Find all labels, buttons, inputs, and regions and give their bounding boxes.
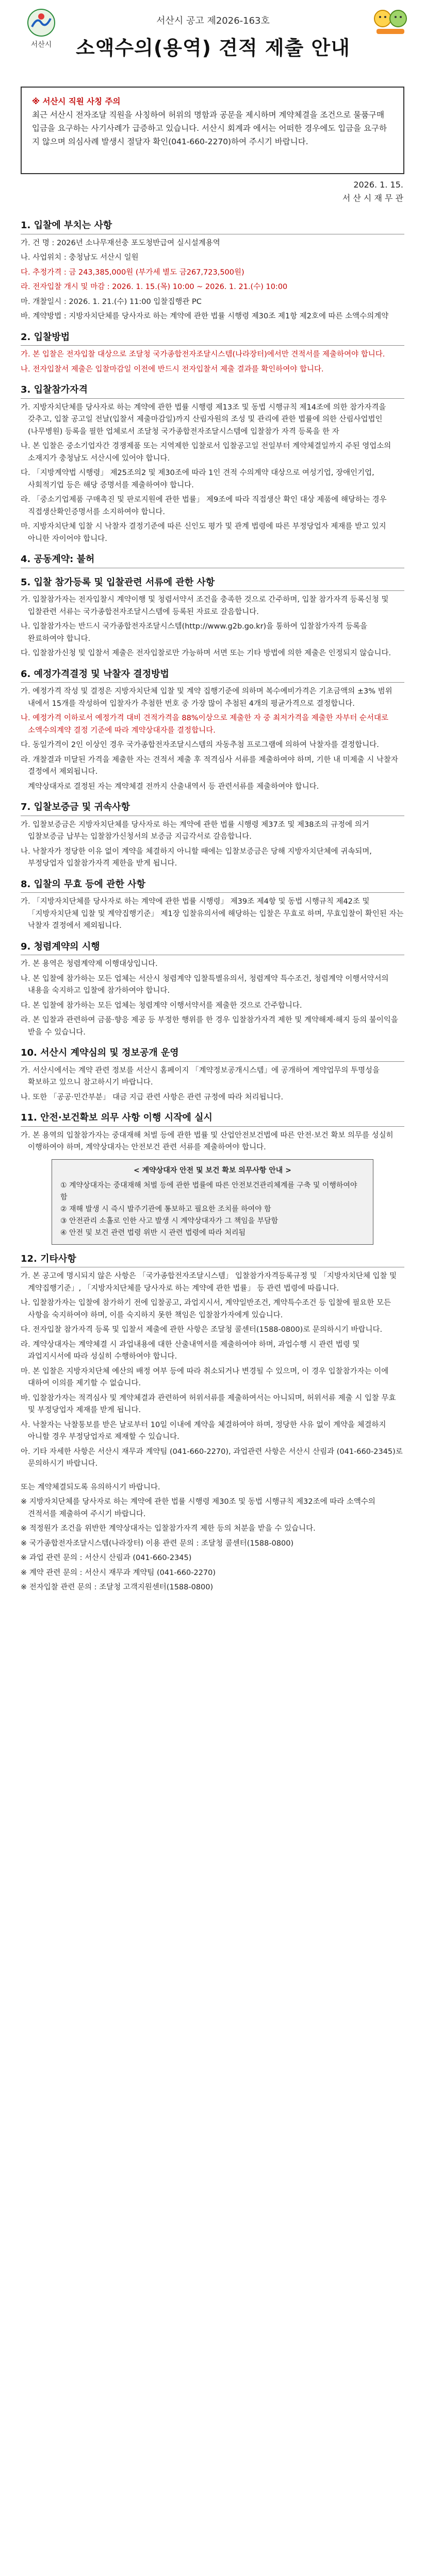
safety-notice-line: ① 계약상대자는 중대재해 처벌 등에 관한 법률에 따른 안전보건관리체계를 구축 및 이행하여야 함: [60, 1181, 357, 1201]
warning-text: 최근 서산시 전자조달 직원을 사칭하여 허위의 명함과 공문을 제시하며 계약체결을 조건으로 물품구매 입금을 요구하는 사기사례가 급증하고 있습니다. 서산시 회계과 에서는 어떠한 경우에도 입금을 요구하지 않으며 의심사례 발생시 절달자 확인(041-660-2270)하여 주시기 바랍니다.: [32, 110, 387, 146]
section-heading: 3. 입찰참가자격: [21, 384, 404, 399]
section-item: 다. 「지방계약법 시행령」 제25조의2 및 제30조에 따라 1인 견적 수의계약 대상으로 여성기업, 장애인기업, 사회적기업 등은 해당 증명서를 제출하여야 합니다.: [21, 469, 374, 489]
section-heading: 5. 입찰 참가등록 및 입찰관련 서류에 관한 사항: [21, 577, 404, 591]
section-heading: 4. 공동계약: 불허: [21, 553, 404, 568]
section-item: 가. 예정가격 작성 및 결정은 지방자치단체 입찰 및 계약 집행기준에 의하며 복수예비가격은 기초금액의 ±3% 범위 내에서 15개를 작성하여 입찰자가 추첨한 번호 중 가장 많이 추첨된 4개의 평균가격으로 결정합니다.: [21, 687, 392, 708]
section-item: 나. 사업위치 : 충청남도 서산시 일원: [21, 253, 139, 262]
section-item: 나. 전자입찰서 제출은 입찰마감일 이전에 반드시 전자입찰서 제출 결과를 확인하여야 합니다.: [21, 365, 324, 374]
section-item: 가. 본 입찰은 전자입찰 대상으로 조달청 국가종합전자조달시스템(나라장터)에서만 견적서를 제출하여야 합니다.: [21, 350, 385, 359]
notice-number: 서산시 공고 제2026-163호: [156, 15, 270, 26]
section-heading: 10. 서산시 계약심의 및 정보공개 운영: [21, 1047, 404, 1062]
safety-notice-title: < 계약상대자 안전 및 보건 확보 의무사항 안내 >: [134, 1166, 291, 1175]
section-item: 나. 본 입찰에 참가하는 모든 업체는 서산시 청렴계약 입찰특별유의서, 청렴계약 특수조건, 청렴계약 이행서약서의 내용을 숙지하고 입찰에 참가하여야 합니다.: [21, 974, 389, 995]
section-item: 가. 「지방자치단체를 당사자로 하는 계약에 관한 법률 시행령」 제39조 제4항 및 동법 시행규칙 제42조 및 「지방자치단체 입찰 및 계약집행기준」 제1장 입찰유의서에 해당하는 입찰은 무효로 하며, 무효입찰이 확인된 자는 낙찰자 결정에서 제외됩니다.: [21, 897, 404, 930]
section-heading: 12. 기타사항: [21, 1253, 404, 1268]
section-item: 나. 입찰참가자는 입찰에 참가하기 전에 입찰공고, 과업지시서, 계약일반조건, 계약특수조건 등 입찰에 필요한 모든 사항을 숙지하여야 하며, 이를 숙지하지 못한 책임은 입찰참가자에게 있습니다.: [21, 1299, 391, 1319]
section-item: 가. 입찰참가자는 전자입찰시 계약이행 및 청렴서약서 조건을 충족한 것으로 간주하며, 입찰 참가자격 등록신청 및 입찰관련 서류는 국가종합전자조달시스템에 등록된 자료로 갈음합니다.: [21, 596, 389, 616]
section-6: [21, 668, 404, 793]
closing-line: ※ 계약 관련 문의 : 서산시 재무과 계약팀 (041-660-2270): [21, 1568, 216, 1577]
closing-line: ※ 과업 관련 문의 : 서산시 산림과 (041-660-2345): [21, 1554, 192, 1562]
section-item: 가. 본 용역은 청렴계약제 이행대상입니다.: [21, 960, 158, 968]
warning-box: [21, 87, 404, 174]
section-2: [21, 331, 404, 376]
section-item: 바. 입찰참가자는 적격심사 및 계약체결과 관련하여 허위서류를 제출하여서는 아니되며, 허위서류 제출 시 입찰 무효 및 부정당업자 제재를 받게 됩니다.: [21, 1394, 396, 1414]
section-item: 라. 개찰결과 미달된 가격을 제출한 자는 견적서 제출 후 적격심사 서류를 제출하여야 하며, 기한 내 미제출 시 낙찰자 결정에서 제외됩니다.: [21, 755, 398, 776]
signer: 서 산 시 재 무 관: [342, 193, 403, 203]
section-item: 라. 「중소기업제품 구매촉진 및 판로지원에 관한 법률」 제9조에 따라 직접생산 확인 대상 제품에 해당하는 경우 직접생산확인증명서를 소지하여야 합니다.: [21, 496, 387, 516]
section-item: 마. 본 입찰은 지방자치단체 예산의 배정 여부 등에 따라 취소되거나 변경될 수 있으며, 이 경우 입찰참가자는 이에 대하여 이의를 제기할 수 없습니다.: [21, 1367, 389, 1387]
safety-notice-line: ③ 안전관리 소홀로 인한 사고 발생 시 계약상대자가 그 책임을 부담함: [60, 1216, 278, 1225]
section-10: [21, 1047, 404, 1104]
section-item: 다. 본 입찰에 참가하는 모든 업체는 청렴계약 이행서약서를 제출한 것으로 간주합니다.: [21, 1001, 302, 1010]
closing-line: ※ 국가종합전자조달시스템(나라장터) 이용 관련 문의 : 조달청 콜센터(1588-0800): [21, 1539, 294, 1548]
section-heading: 9. 청렴계약의 시행: [21, 941, 404, 956]
safety-notice-line: ④ 안전 및 보건 관련 법령 위반 시 관련 법령에 따라 처리됨: [60, 1228, 246, 1237]
section-1: [21, 219, 404, 323]
section-item: 다. 추정가격 : 금 243,385,000원 (부가세 별도 금267,723,500원): [21, 268, 244, 277]
section-heading: 7. 입찰보증금 및 귀속사항: [21, 801, 404, 816]
section-item: 다. 전자입찰 참가자격 등록 및 입찰서 제출에 관한 사항은 조달청 콜센터(1588-0800)로 문의하시기 바랍니다.: [21, 1326, 383, 1334]
section-item: 아. 기타 자세한 사항은 서산시 재무과 계약팀 (041-660-2270), 과업관련 사항은 서산시 산림과 (041-660-2345)로 문의하시기 바랍니다.: [21, 1447, 403, 1468]
page-title: 소액수의(용역) 견적 제출 안내: [76, 37, 350, 59]
logo-text: 서산시: [30, 41, 52, 49]
section-item: 다. 동일가격이 2인 이상인 경우 국가종합전자조달시스템의 자동추첨 프로그램에 의하여 낙찰자를 결정합니다.: [21, 741, 379, 749]
section-4: [21, 553, 404, 568]
section-item: 마. 지방자치단체 입찰 시 낙찰자 결정기준에 따른 신인도 평가 및 관계 법령에 따른 부정당업자 제재를 받고 있지 아니한 자이어야 합니다.: [21, 522, 386, 543]
section-heading: 11. 안전·보건확보 의무 사항 이행 시작에 실시: [21, 1112, 404, 1127]
section-item: 바. 계약방법 : 지방자치단체를 당사자로 하는 계약에 관한 법률 시행령 제30조 제1항 제2호에 따른 소액수의계약: [21, 312, 389, 320]
section-item: 마. 개찰일시 : 2026. 1. 21.(수) 11:00 입찰집행관 PC: [21, 297, 202, 306]
closing-line: ※ 전자입찰 관련 문의 : 조달청 고객지원센터(1588-0800): [21, 1583, 214, 1591]
section-item: 사. 낙찰자는 낙찰통보를 받은 날로부터 10일 이내에 계약을 체결하여야 하며, 정당한 사유 없이 계약을 체결하지 아니할 경우 부정당업자로 제재할 수 있습니다.: [21, 1420, 386, 1441]
section-item: 나. 낙찰자가 정당한 이유 없이 계약을 체결하지 아니할 때에는 입찰보증금은 당해 지방자치단체에 귀속되며, 부정당업자 입찰참가자격 제한을 받게 됩니다.: [21, 847, 372, 868]
section-item: 다. 입찰참가신청 및 입찰서 제출은 전자입찰로만 가능하며 서면 또는 기타 방법에 의한 제출은 인정되지 않습니다.: [21, 649, 391, 657]
section-item: 가. 본 용역의 입찰참가자는 중대재해 처벌 등에 관한 법률 및 산업안전보건법에 따른 안전·보건 확보 의무를 성실히 이행하여야 하며, 계약상대자는 안전보건 관련 서류를 제출하여야 합니다.: [21, 1131, 394, 1151]
section-item: 나. 예정가격 이하로서 예정가격 대비 견적가격을 88%이상으로 제출한 자 중 최저가격을 제출한 자부터 순서대로 소액수의계약 결정 기준에 따라 계약상대자를 결정합니다.: [21, 714, 389, 735]
section-heading: 2. 입찰방법: [21, 331, 404, 346]
section-item: 가. 서산시에서는 계약 관련 정보를 서산시 홈페이지 「계약정보공개시스템」에 공개하여 계약업무의 투명성을 확보하고 있으니 참고하시기 바랍니다.: [21, 1066, 380, 1087]
section-11: [21, 1112, 404, 1245]
section-5: [21, 577, 404, 660]
notice-date: 2026. 1. 15.: [353, 180, 403, 190]
section-item: 가. 지방자치단체를 당사자로 하는 계약에 관한 법률 시행령 제13조 및 동법 시행규칙 제14조에 의한 참가자격을 갖추고, 입찰 공고일 전날(입찰서 제출마감일)까지 산림자원의 조성 및 관리에 관한 법률에 의한 산림사업법인(나무병원) 등록을 필한 업체로서 조달청 국가종합전자조달시스템에 입찰참가 자격 등록을 한 자: [21, 403, 386, 436]
date-signer: [342, 178, 403, 205]
closing-line: ※ 적정원가 조건을 위반한 계약상대자는 입찰참가자격 제한 등의 처분을 받을 수 있습니다.: [21, 1524, 316, 1533]
section-item: 라. 본 입찰과 관련하여 금품·향응 제공 등 부정한 행위를 한 경우 입찰참가자격 제한 및 계약해제·해지 등의 불이익을 받을 수 있습니다.: [21, 1016, 398, 1037]
section-item: 나. 또한 「공공·민간부분」 대금 지급 관련 사항은 관련 규정에 따라 처리됩니다.: [21, 1093, 284, 1101]
section-3: [21, 384, 404, 545]
section-note: 계약상대자로 결정된 자는 계약체결 전까지 산출내역서 등 관련서류를 제출하여야 합니다.: [28, 782, 319, 791]
notice-header: [0, 0, 426, 77]
section-item: 가. 본 공고에 명시되지 않은 사항은 「국가종합전자조달시스템」 입찰참가자격등록규정 및 「지방자치단체 입찰 및 계약집행기준」, 「지방자치단체를 당사자로 하는 계약에 관한 법률」 등 관련 법령에 따릅니다.: [21, 1272, 397, 1293]
section-item: 가. 입찰보증금은 지방자치단체를 당사자로 하는 계약에 관한 법률 시행령 제37조 및 제38조의 규정에 의거 입찰보증금 납부는 입찰참가신청서의 보증금 지급각서로 갈음합니다.: [21, 820, 369, 841]
closing-notes: [21, 1482, 404, 1594]
section-heading: 1. 입찰에 부치는 사항: [21, 219, 404, 234]
warning-heading: ※ 서산시 직원 사칭 주의: [32, 97, 121, 106]
mascot-icon: [372, 6, 408, 37]
section-item: 나. 본 입찰은 중소기업자간 경쟁제품 또는 지역제한 입찰로서 입찰공고일 전일부터 계약체결일까지 주된 영업소의 소재지가 충청남도 서산시에 있어야 합니다.: [21, 442, 391, 463]
section-item: 가. 건 명 : 2026년 소나무재선충 포도청반급여 실시설계용역: [21, 239, 220, 247]
section-item: 라. 계약상대자는 계약체결 시 과업내용에 대한 산출내역서를 제출하여야 하며, 과업수행 시 관련 법령 및 과업지시서에 따라 성실히 수행하여야 합니다.: [21, 1340, 360, 1361]
safety-notice-box: [52, 1159, 373, 1245]
section-8: [21, 878, 404, 933]
section-7: [21, 801, 404, 870]
notice-body: [21, 211, 404, 1597]
section-9: [21, 941, 404, 1039]
safety-notice-line: ② 재해 발생 시 즉시 발주기관에 통보하고 필요한 조치를 하여야 함: [60, 1205, 271, 1213]
section-item: 나. 입찰참가자는 반드시 국가종합전자조달시스템(http://www.g2b.go.kr)을 통하여 입찰참가자격 등록을 완료하여야 합니다.: [21, 622, 368, 643]
section-12: [21, 1253, 404, 1470]
closing-line: ※ 지방자치단체를 당사자로 하는 계약에 관한 법률 시행령 제30조 및 동법 시행규칙 제32조에 따라 소액수의 견적서를 제출하여 주시기 바랍니다.: [21, 1498, 375, 1518]
section-heading: 8. 입찰의 무효 등에 관한 사항: [21, 878, 404, 893]
section-heading: 6. 예정가격결정 및 낙찰자 결정방법: [21, 668, 404, 683]
section-item: 라. 전자입찰 개시 및 마감 : 2026. 1. 15.(목) 10:00 ~ 2026. 1. 21.(수) 10:00: [21, 283, 288, 291]
closing-line: 또는 계약체결되도록 유의하시기 바랍니다.: [21, 1483, 160, 1492]
